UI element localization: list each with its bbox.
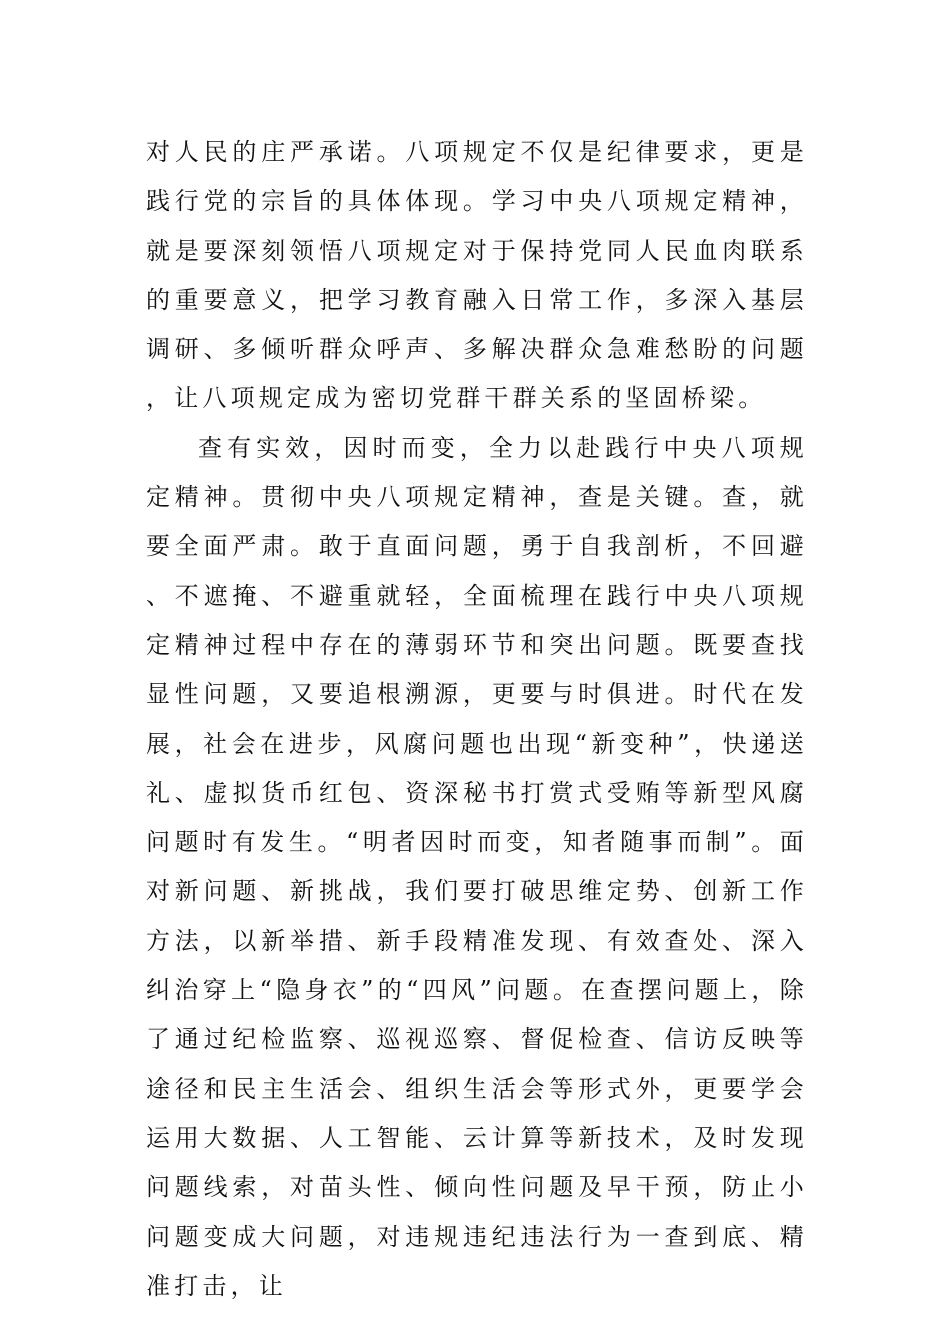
- paragraph-1: 对人民的庄严承诺。八项规定不仅是纪律要求，更是践行党的宗旨的具体体现。学习中央八项规定精神，就是要深刻领悟八项规定对于保持党同人民血肉联系的重要意义，把学习教育融入日常工作，多深入基层调研、多倾听群众呼声、多解决群众急难愁盼的问题，让八项规定成为密切党群干群关系的坚固桥梁。: [146, 138, 808, 413]
- paragraph-2: 查有实效，因时而变，全力以赴践行中央八项规定精神。贯彻中央八项规定精神，查是关键。查，就要全面严肃。敢于直面问题，勇于自我剖析，不回避、不遮掩、不避重就轻，全面梳理在践行中央八项规定精神过程中存在的薄弱环节和突出问题。既要查找显性问题，又要追根溯源，更要与时俱进。时代在发展，社会在进步，风腐问题也出现“新变种”，快递送礼、虚拟货币红包、资深秘书打赏式受贿等新型风腐问题时有发生。“明者因时而变，知者随事而制”。面对新问题、新挑战，我们要打破思维定势、创新工作方法，以新举措、新手段精准发现、有效查处、深入纠治穿上“隐身衣”的“四风”问题。在查摆问题上，除了通过纪检监察、巡视巡察、督促检查、信访反映等途径和民主生活会、组织生活会等形式外，更要学会运用大数据、人工智能、云计算等新技术，及时发现问题线索，对苗头性、倾向性问题及早干预，防止小问题变成大问题，对违规违纪违法行为一查到底、精准打击，让: [146, 433, 808, 1300]
- document-body: [146, 128, 808, 1311]
